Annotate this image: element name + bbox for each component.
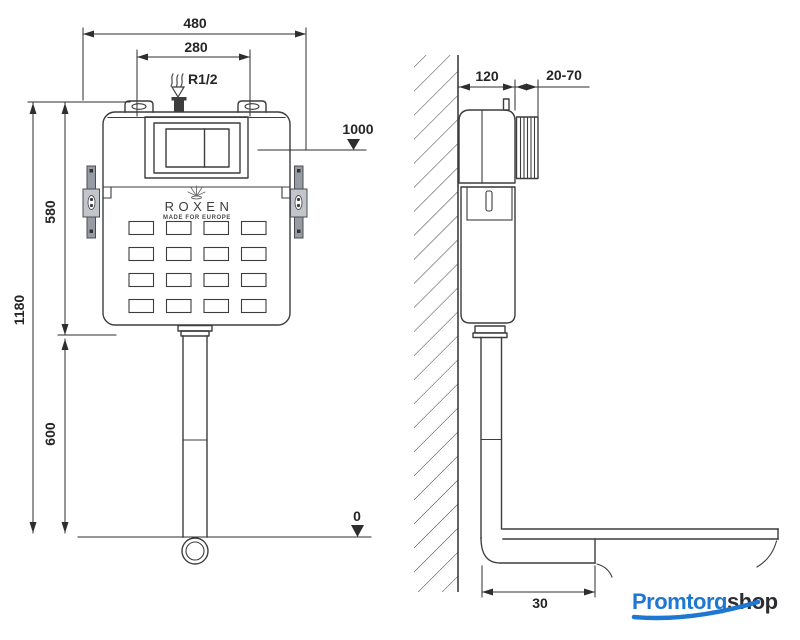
cistern-tank-side	[459, 99, 515, 338]
mounting-bracket-left	[83, 166, 100, 238]
mounting-tab-right	[238, 101, 266, 112]
wall-section	[414, 55, 458, 592]
dimension-outlet-offset	[482, 566, 595, 611]
filled-triangle-level-icon	[351, 525, 364, 537]
plate-range-label: 20-70	[546, 67, 582, 83]
button-level-marker	[258, 121, 374, 150]
front-view	[11, 15, 374, 564]
button-level-label: 1000	[342, 121, 374, 137]
bracket-slot	[486, 191, 492, 211]
tank-height-label: 580	[42, 200, 58, 224]
flush-button-panel	[145, 117, 248, 178]
brand-tagline-label: MADE FOR EUROPE	[162, 215, 232, 221]
dimension-tank-height	[42, 103, 69, 335]
floor-level-label: 0	[353, 508, 361, 524]
down-arrow-icon	[172, 87, 184, 97]
inlet-thread-label: R1/2	[188, 71, 218, 87]
pipe-break-line	[597, 564, 612, 577]
floor-level	[78, 508, 371, 537]
inlet-pin	[504, 99, 510, 110]
toilet-connection-shelf	[503, 529, 778, 567]
watermark-logo	[632, 589, 778, 618]
outlet-height-label: 600	[42, 422, 58, 446]
dimension-outlet-height	[42, 339, 69, 533]
watermark-primary: Promtorg	[632, 589, 727, 614]
dimension-overall-height	[11, 102, 130, 533]
mount-width-label: 280	[184, 39, 208, 55]
outlet-offset-label: 30	[532, 595, 548, 611]
overall-width-label: 480	[183, 15, 207, 31]
shelf-break-line	[757, 541, 777, 567]
brand-name-label: ROXEN	[164, 199, 234, 214]
flush-plate-shaft	[517, 117, 539, 179]
mounting-tab-left	[125, 101, 153, 112]
brand-logo	[163, 186, 233, 221]
filled-triangle-level-icon	[347, 139, 360, 150]
water-inlet-fitting	[171, 71, 218, 112]
shell-rib-grid	[129, 222, 266, 313]
depth-label: 120	[475, 68, 499, 84]
watermark-secondary: shop	[727, 589, 778, 614]
overall-height-label: 1180	[11, 294, 27, 326]
mounting-bracket-right	[291, 166, 308, 238]
outlet-pipe-front	[178, 326, 212, 565]
cistern-tank-front	[103, 101, 290, 325]
crown-icon	[188, 186, 205, 199]
wall-hatch	[414, 55, 458, 592]
side-view	[414, 55, 778, 611]
outlet-pipe-side	[481, 338, 778, 578]
